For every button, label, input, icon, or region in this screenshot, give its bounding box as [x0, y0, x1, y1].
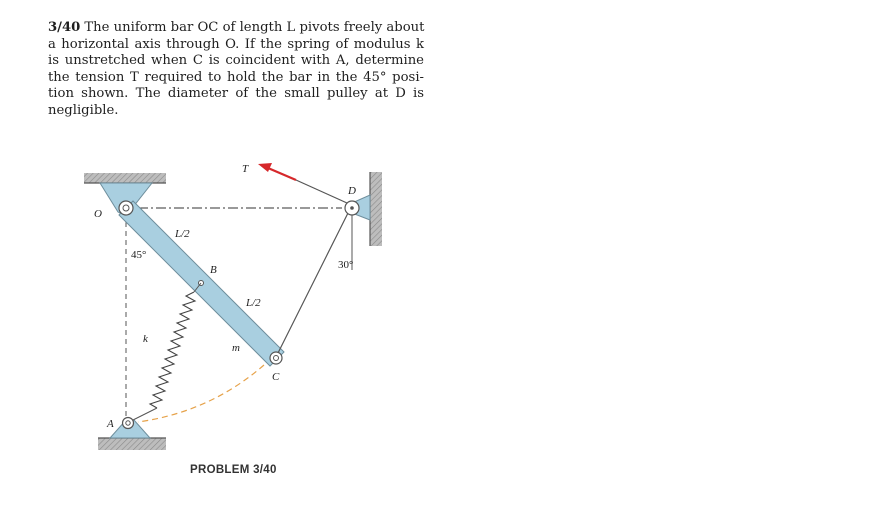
pin-A [123, 418, 134, 429]
label-k: k [143, 333, 148, 345]
label-T: T [242, 163, 249, 175]
problem-line-2: a horizontal axis through O. If the spring of modulus k [48, 36, 424, 52]
ceiling-support [84, 173, 166, 183]
label-angle-45: 45° [131, 249, 147, 261]
label-C: C [272, 371, 280, 383]
label-B: B [210, 264, 217, 276]
label-A: A [107, 418, 114, 430]
problem-line-text: The uniform bar OC of length L pivots freely about [84, 20, 425, 35]
pin-O [119, 201, 133, 215]
cable-CD [278, 213, 348, 353]
cable-D-T [296, 180, 347, 203]
figure-caption: PROBLEM 3/40 [190, 464, 277, 476]
problem-line-5: tion shown. The diameter of the small pulley at D is [48, 86, 424, 102]
spring-link-A [133, 408, 157, 420]
label-angle-30: 30° [338, 259, 354, 271]
label-O: O [94, 208, 102, 220]
label-L-half-bottom: L/2 [246, 297, 261, 309]
tension-arrow-head [258, 163, 272, 172]
pin-C [270, 352, 282, 364]
wall-support [370, 172, 382, 246]
problem-number: 3/40 [48, 20, 81, 35]
tension-arrow-shaft [268, 168, 296, 180]
label-L-half-top: L/2 [175, 228, 190, 240]
problem-line-6: negligible. [48, 102, 119, 118]
pulley-D-hub [350, 206, 354, 210]
problem-line-4: the tension T required to hold the bar in the 45° posi- [48, 69, 424, 85]
spring-k [150, 292, 195, 408]
label-m: m [232, 342, 240, 354]
label-D: D [348, 185, 356, 197]
problem-line-3: is unstretched when C is coincident with A, determine [48, 53, 424, 69]
floor-support [98, 438, 166, 450]
